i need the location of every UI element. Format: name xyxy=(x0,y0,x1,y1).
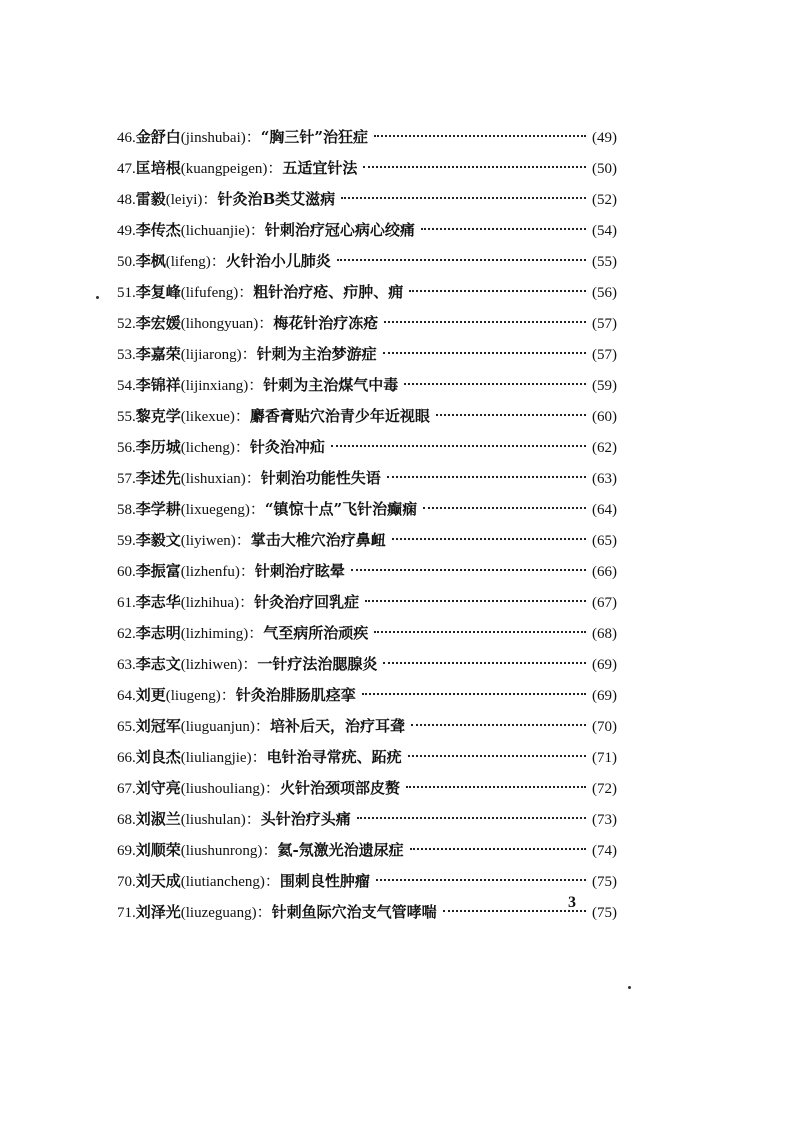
toc-entry-title: 五适宜针法 xyxy=(282,159,358,177)
toc-entry-author: 刘更 xyxy=(135,686,166,704)
toc-entry-separator: ： xyxy=(249,500,265,518)
table-of-contents xyxy=(117,122,617,928)
toc-entry-page: (75) xyxy=(592,905,617,921)
toc-entry-title: 针灸治腓肠肌痉挛 xyxy=(235,686,356,704)
toc-entry-page: (59) xyxy=(592,378,617,394)
toc-entry-title: 电针治寻常疣、跖疣 xyxy=(266,748,402,766)
toc-entry-page: (52) xyxy=(592,192,617,208)
toc-entry-title: 针灸治疗回乳症 xyxy=(254,593,360,611)
toc-entry xyxy=(117,866,617,897)
toc-entry xyxy=(117,742,617,773)
toc-entry-number: 56. xyxy=(117,440,136,456)
toc-entry xyxy=(117,153,617,184)
toc-entry-separator: ： xyxy=(251,748,267,766)
toc-entry xyxy=(117,215,617,246)
toc-entry-title: 梅花针治疗冻疮 xyxy=(273,314,379,332)
toc-entry xyxy=(117,711,617,742)
toc-entry-separator: ： xyxy=(264,779,280,797)
toc-entry xyxy=(117,277,617,308)
toc-entry-number: 58. xyxy=(117,502,136,518)
toc-dot-leader xyxy=(406,786,586,788)
toc-entry-title: 火针治颈项部皮赘 xyxy=(279,779,400,797)
toc-entry-title: 粗针治疗疮、疖肿、痈 xyxy=(253,283,404,301)
toc-entry-pinyin: (lichuanjie) xyxy=(180,223,250,239)
toc-entry-title: 针灸治冲疝 xyxy=(249,438,325,456)
toc-entry-author: 刘良杰 xyxy=(135,748,181,766)
toc-entry-pinyin: (lishuxian) xyxy=(180,471,246,487)
toc-entry-pinyin: (liuliangjie) xyxy=(180,750,252,766)
toc-entry-title: 头针治疗头痛 xyxy=(260,810,351,828)
toc-entry-page: (72) xyxy=(592,781,617,797)
toc-entry-author: 李学耕 xyxy=(135,500,181,518)
toc-entry-separator: ： xyxy=(234,407,250,425)
toc-entry-title: 氦-氖激光治遗尿症 xyxy=(277,841,404,859)
toc-entry-pinyin: (lizhihua) xyxy=(180,595,240,611)
toc-dot-leader xyxy=(351,569,586,571)
toc-entry-page: (54) xyxy=(592,223,617,239)
toc-entry-page: (67) xyxy=(592,595,617,611)
toc-entry-separator: ： xyxy=(239,593,255,611)
toc-dot-leader xyxy=(383,662,586,664)
toc-entry xyxy=(117,835,617,866)
toc-entry-separator: ： xyxy=(258,314,274,332)
toc-entry-author: 李宏媛 xyxy=(135,314,181,332)
toc-dot-leader xyxy=(365,600,586,602)
toc-entry-number: 61. xyxy=(117,595,136,611)
toc-entry xyxy=(117,308,617,339)
toc-entry-author: 刘顺荣 xyxy=(135,841,181,859)
toc-entry-author: 李振富 xyxy=(135,562,181,580)
toc-entry-title: 针刺治疗眩晕 xyxy=(254,562,345,580)
toc-entry-pinyin: (liuzeguang) xyxy=(180,905,257,921)
toc-entry-page: (69) xyxy=(592,688,617,704)
toc-entry-pinyin: (liugeng) xyxy=(165,688,221,704)
toc-entry-pinyin: (licheng) xyxy=(180,440,235,456)
toc-dot-leader xyxy=(376,879,586,881)
toc-entry-separator: ： xyxy=(241,345,257,363)
toc-entry-author: 李志明 xyxy=(135,624,181,642)
toc-entry-pinyin: (liushulan) xyxy=(180,812,246,828)
toc-entry-pinyin: (lihongyuan) xyxy=(180,316,259,332)
toc-entry-number: 65. xyxy=(117,719,136,735)
toc-dot-leader xyxy=(411,724,586,726)
toc-entry-title: 麝香膏贴穴治青少年近视眼 xyxy=(249,407,430,425)
toc-dot-leader xyxy=(341,197,586,199)
toc-dot-leader xyxy=(392,538,586,540)
toc-entry-title: 火针治小儿肺炎 xyxy=(225,252,331,270)
toc-entry-page: (49) xyxy=(592,130,617,146)
toc-entry-title: “镇惊十点”飞针治癫痫 xyxy=(264,500,418,518)
toc-entry-number: 53. xyxy=(117,347,136,363)
toc-entry xyxy=(117,246,617,277)
toc-entry xyxy=(117,804,617,835)
toc-entry xyxy=(117,618,617,649)
toc-entry xyxy=(117,587,617,618)
toc-entry-page: (57) xyxy=(592,347,617,363)
toc-entry-page: (74) xyxy=(592,843,617,859)
toc-entry-page: (68) xyxy=(592,626,617,642)
toc-entry-title: 针刺为主治梦游症 xyxy=(256,345,377,363)
toc-entry-separator: ： xyxy=(220,686,236,704)
toc-entry-page: (73) xyxy=(592,812,617,828)
toc-entry-number: 46. xyxy=(117,130,136,146)
toc-entry-separator: ： xyxy=(254,717,270,735)
toc-entry-separator: ： xyxy=(235,531,251,549)
toc-entry-author: 李嘉荣 xyxy=(135,345,181,363)
toc-dot-leader xyxy=(362,693,586,695)
toc-entry-pinyin: (kuangpeigen) xyxy=(180,161,268,177)
toc-entry-page: (69) xyxy=(592,657,617,673)
toc-entry-number: 66. xyxy=(117,750,136,766)
toc-entry-author: 雷毅 xyxy=(135,190,166,208)
toc-entry-title: 掌击大椎穴治疗鼻衄 xyxy=(250,531,386,549)
toc-entry-author: 刘冠军 xyxy=(135,717,181,735)
toc-dot-leader xyxy=(374,631,586,633)
toc-dot-leader xyxy=(404,383,586,385)
toc-entry-number: 52. xyxy=(117,316,136,332)
toc-dot-leader xyxy=(436,414,586,416)
toc-entry xyxy=(117,649,617,680)
toc-entry-separator: ： xyxy=(264,872,280,890)
toc-entry-pinyin: (liushouliang) xyxy=(180,781,265,797)
toc-entry-page: (57) xyxy=(592,316,617,332)
toc-entry-pinyin: (lizhenfu) xyxy=(180,564,240,580)
toc-entry-separator: ： xyxy=(248,376,264,394)
toc-entry xyxy=(117,680,617,711)
toc-entry-author: 李志文 xyxy=(135,655,181,673)
toc-entry-number: 60. xyxy=(117,564,136,580)
toc-entry xyxy=(117,773,617,804)
toc-dot-leader xyxy=(363,166,586,168)
toc-entry-pinyin: (likexue) xyxy=(180,409,235,425)
toc-entry xyxy=(117,525,617,556)
toc-entry xyxy=(117,463,617,494)
toc-entry-pinyin: (lizhiming) xyxy=(180,626,249,642)
toc-entry-pinyin: (lifeng) xyxy=(165,254,211,270)
toc-entry-title: 针刺为主治煤气中毒 xyxy=(263,376,399,394)
toc-entry-number: 47. xyxy=(117,161,136,177)
toc-entry-title: 针刺治疗冠心病心绞痛 xyxy=(264,221,415,239)
toc-entry-title: 针刺鱼际穴治支气管哮喘 xyxy=(271,903,437,921)
toc-entry-number: 51. xyxy=(117,285,136,301)
toc-entry xyxy=(117,184,617,215)
toc-entry-number: 71. xyxy=(117,905,136,921)
toc-entry-number: 64. xyxy=(117,688,136,704)
toc-entry-page: (60) xyxy=(592,409,617,425)
toc-dot-leader xyxy=(423,507,586,509)
toc-entry-pinyin: (lijinxiang) xyxy=(180,378,249,394)
toc-entry-number: 67. xyxy=(117,781,136,797)
toc-entry-author: 李志华 xyxy=(135,593,181,611)
toc-entry-number: 55. xyxy=(117,409,136,425)
scan-speck xyxy=(628,986,631,989)
toc-entry-pinyin: (liutiancheng) xyxy=(180,874,265,890)
toc-entry-number: 57. xyxy=(117,471,136,487)
toc-dot-leader xyxy=(421,228,586,230)
toc-entry-separator: ： xyxy=(262,841,278,859)
toc-entry-author: 刘泽光 xyxy=(135,903,181,921)
toc-entry-pinyin: (leiyi) xyxy=(165,192,203,208)
toc-entry-page: (50) xyxy=(592,161,617,177)
toc-entry-number: 54. xyxy=(117,378,136,394)
toc-entry-pinyin: (liuguanjun) xyxy=(180,719,255,735)
toc-entry-page: (56) xyxy=(592,285,617,301)
toc-entry-page: (66) xyxy=(592,564,617,580)
toc-dot-leader xyxy=(383,352,586,354)
toc-entry-separator: ： xyxy=(245,810,261,828)
toc-entry-author: 刘淑兰 xyxy=(135,810,181,828)
toc-dot-leader xyxy=(408,755,586,757)
toc-dot-leader xyxy=(387,476,586,478)
page-number: 3 xyxy=(568,894,576,911)
toc-entry-author: 刘天成 xyxy=(135,872,181,890)
toc-entry-number: 49. xyxy=(117,223,136,239)
toc-entry-author: 李毅文 xyxy=(135,531,181,549)
toc-entry-separator: ： xyxy=(256,903,272,921)
toc-entry-author: 李历城 xyxy=(135,438,181,456)
toc-entry-page: (63) xyxy=(592,471,617,487)
toc-dot-leader xyxy=(443,910,586,912)
toc-entry xyxy=(117,339,617,370)
toc-entry-separator: ： xyxy=(239,562,255,580)
toc-entry xyxy=(117,122,617,153)
toc-entry-pinyin: (lijiarong) xyxy=(180,347,242,363)
toc-dot-leader xyxy=(409,290,586,292)
toc-entry-pinyin: (liushunrong) xyxy=(180,843,263,859)
toc-entry-number: 62. xyxy=(117,626,136,642)
toc-entry xyxy=(117,370,617,401)
toc-entry-number: 69. xyxy=(117,843,136,859)
toc-entry-author: 匡培根 xyxy=(135,159,181,177)
toc-entry-title: 围刺良性肿瘤 xyxy=(279,872,370,890)
toc-entry xyxy=(117,432,617,463)
toc-entry-separator: ： xyxy=(234,438,250,456)
toc-entry-page: (55) xyxy=(592,254,617,270)
toc-entry-separator: ： xyxy=(267,159,283,177)
toc-entry-separator: ： xyxy=(249,221,265,239)
toc-dot-leader xyxy=(331,445,586,447)
toc-entry xyxy=(117,494,617,525)
toc-entry-number: 59. xyxy=(117,533,136,549)
toc-dot-leader xyxy=(374,135,586,137)
toc-entry-title: 针刺治功能性失语 xyxy=(260,469,381,487)
toc-entry-title: 气至病所治顽疾 xyxy=(263,624,369,642)
toc-entry-page: (70) xyxy=(592,719,617,735)
toc-entry xyxy=(117,401,617,432)
toc-dot-leader xyxy=(384,321,586,323)
toc-dot-leader xyxy=(337,259,586,261)
toc-entry-number: 48. xyxy=(117,192,136,208)
toc-entry-number: 68. xyxy=(117,812,136,828)
toc-entry-title: 针灸治B类艾滋病 xyxy=(217,190,336,208)
scan-speck xyxy=(96,296,99,299)
toc-entry xyxy=(117,556,617,587)
toc-dot-leader xyxy=(410,848,586,850)
toc-entry-author: 刘守亮 xyxy=(135,779,181,797)
toc-entry-separator: ： xyxy=(245,128,261,146)
toc-entry-pinyin: (lixuegeng) xyxy=(180,502,250,518)
toc-entry-author: 李传杰 xyxy=(135,221,181,239)
toc-entry-page: (71) xyxy=(592,750,617,766)
toc-entry-separator: ： xyxy=(245,469,261,487)
toc-entry-page: (62) xyxy=(592,440,617,456)
toc-entry-author: 李枫 xyxy=(135,252,166,270)
toc-entry-pinyin: (liyiwen) xyxy=(180,533,236,549)
toc-entry-separator: ： xyxy=(248,624,264,642)
toc-entry-author: 李锦祥 xyxy=(135,376,181,394)
toc-entry-author: 李述先 xyxy=(135,469,181,487)
toc-entry-separator: ： xyxy=(242,655,258,673)
toc-entry-number: 50. xyxy=(117,254,136,270)
toc-entry-page: (64) xyxy=(592,502,617,518)
toc-entry-pinyin: (lifufeng) xyxy=(180,285,239,301)
toc-entry-separator: ： xyxy=(210,252,226,270)
toc-entry-page: (75) xyxy=(592,874,617,890)
toc-entry-author: 李复峰 xyxy=(135,283,181,301)
toc-entry-title: 一针疗法治腮腺炎 xyxy=(257,655,378,673)
toc-entry-separator: ： xyxy=(238,283,254,301)
toc-entry-number: 70. xyxy=(117,874,136,890)
toc-entry xyxy=(117,897,617,928)
toc-entry-title: 培补后天，治疗耳聋 xyxy=(269,717,405,735)
toc-entry-pinyin: (lizhiwen) xyxy=(180,657,243,673)
toc-entry-author: 金舒白 xyxy=(135,128,181,146)
toc-entry-pinyin: (jinshubai) xyxy=(180,130,246,146)
toc-entry-page: (65) xyxy=(592,533,617,549)
toc-entry-number: 63. xyxy=(117,657,136,673)
toc-entry-author: 黎克学 xyxy=(135,407,181,425)
toc-dot-leader xyxy=(357,817,586,819)
toc-entry-separator: ： xyxy=(202,190,218,208)
toc-entry-title: “胸三针”治狂症 xyxy=(260,128,369,146)
